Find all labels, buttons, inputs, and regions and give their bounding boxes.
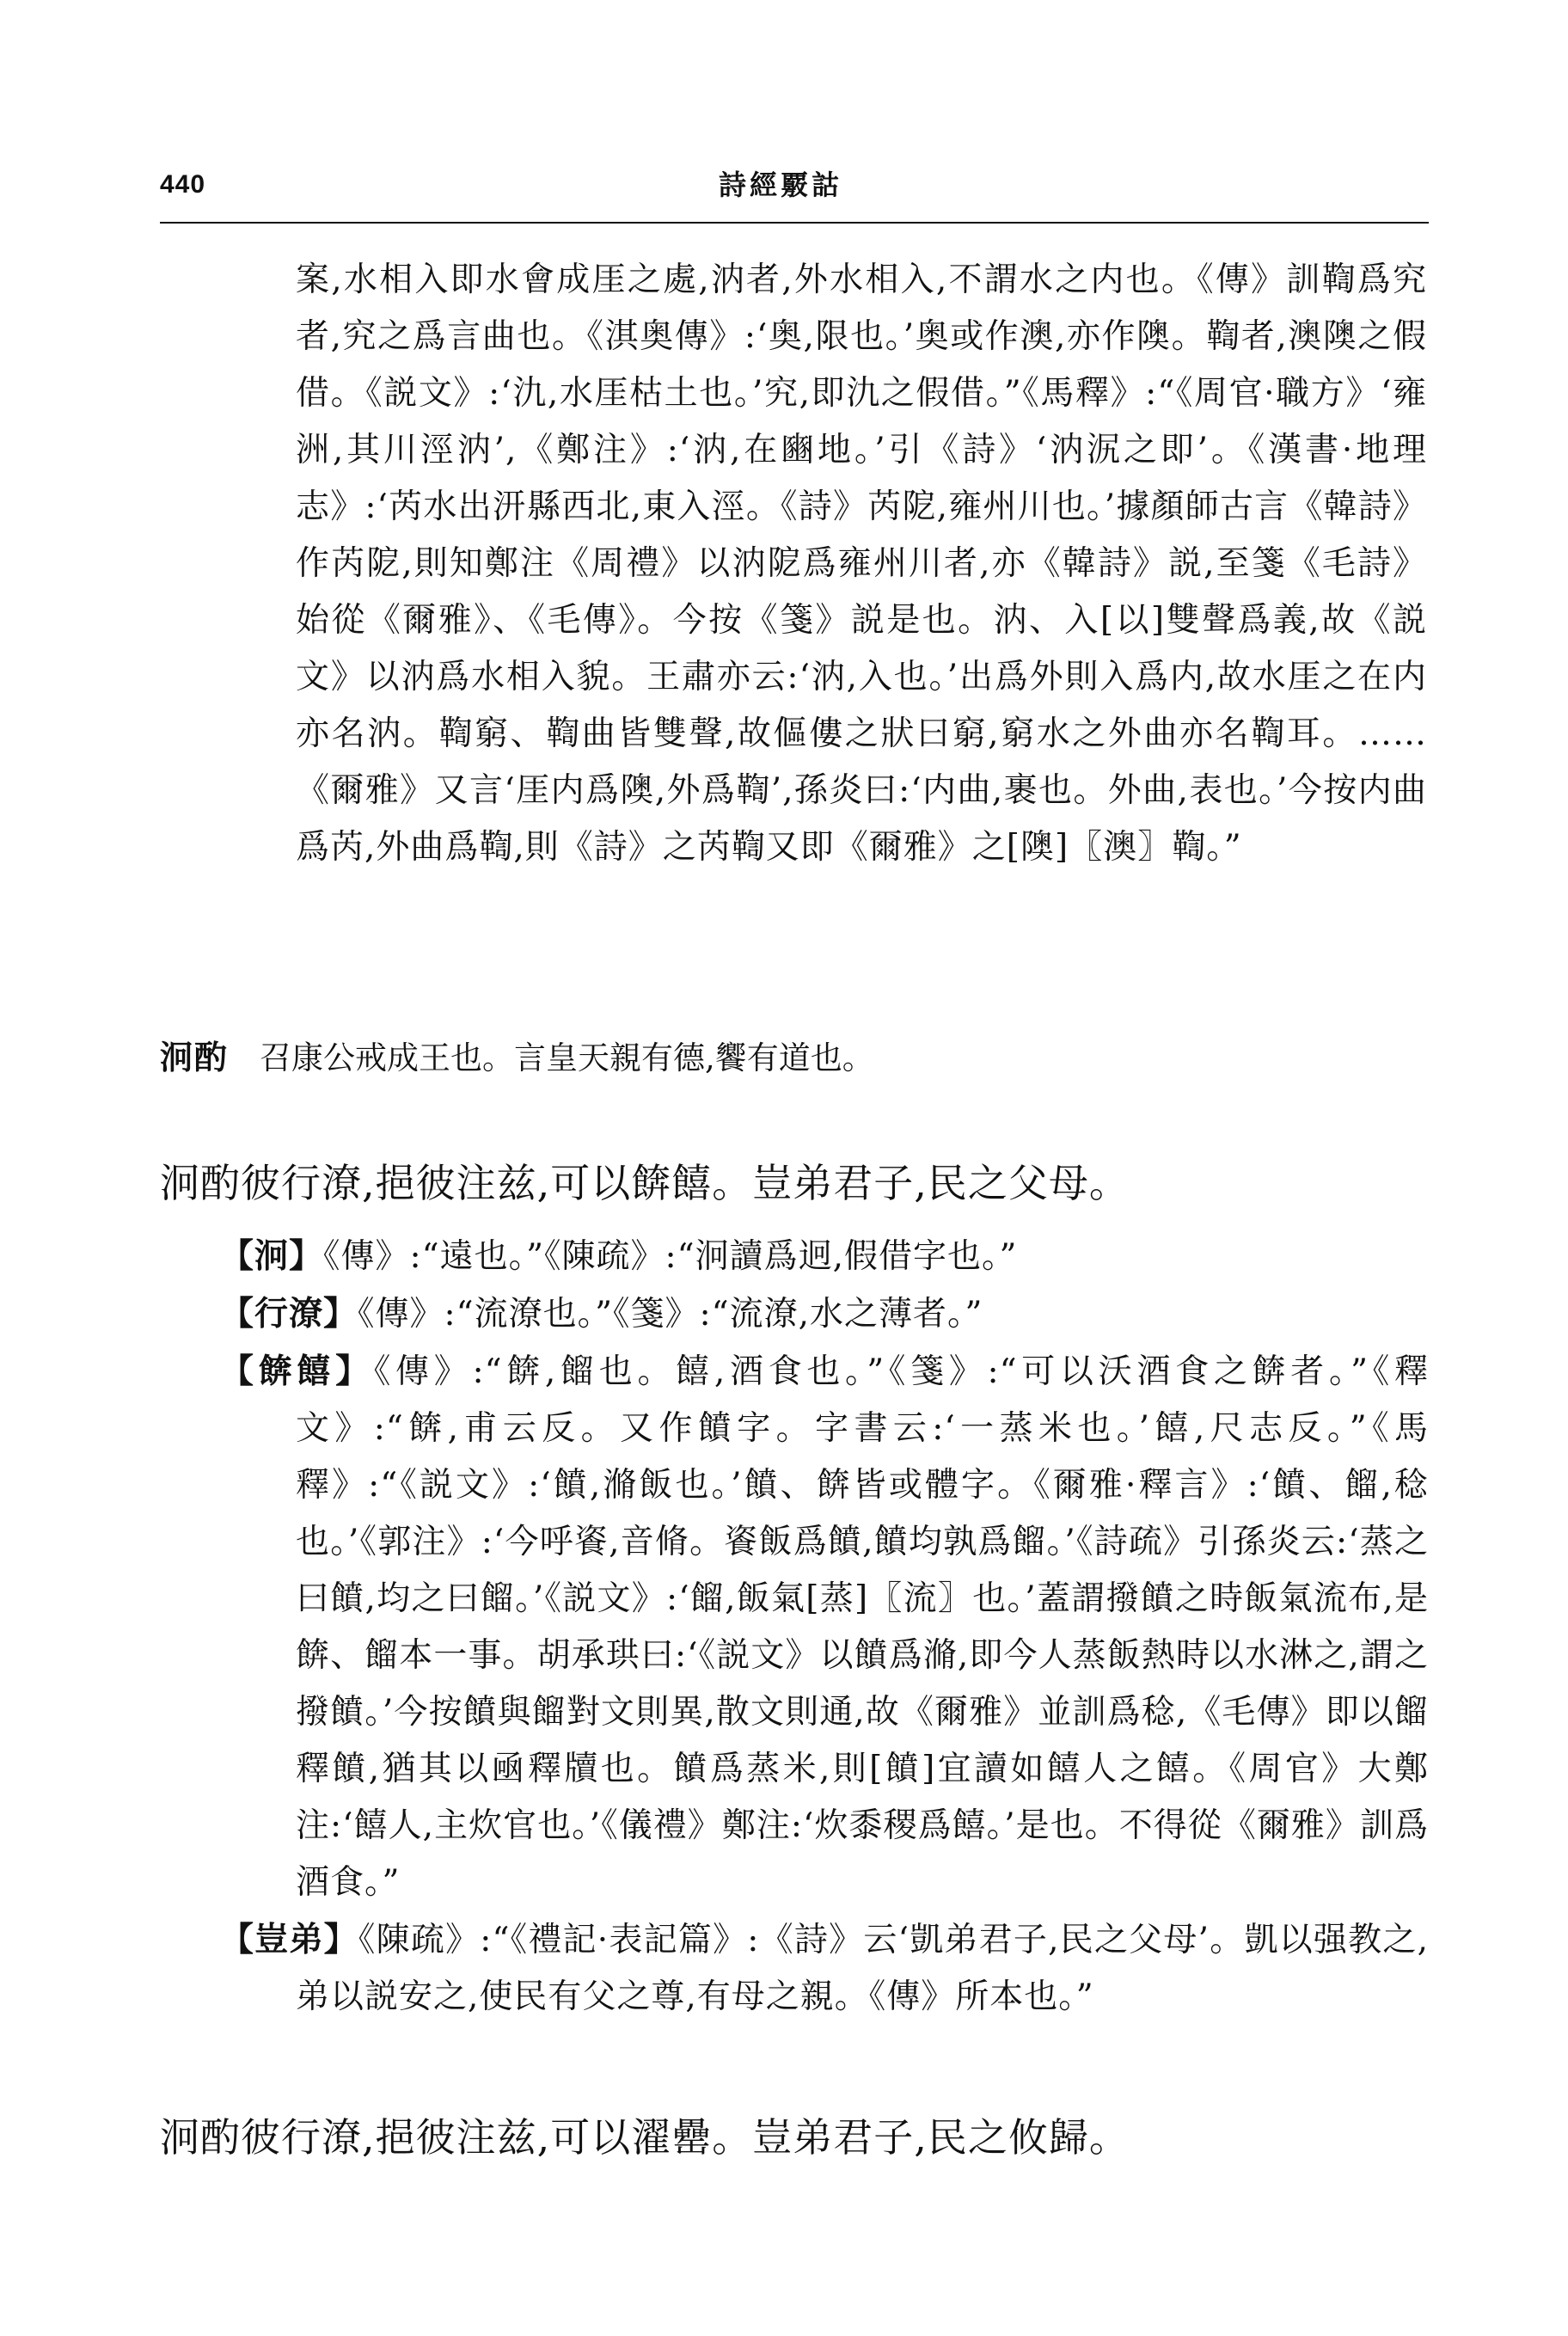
note-fenchi [220, 1343, 1429, 1911]
note-term: 【泂】 [220, 1236, 324, 1276]
header-rule [160, 222, 1429, 224]
stanza-2: 泂酌彼行潦,挹彼注兹,可以濯罍。豈弟君子,民之攸歸。 [160, 2114, 1130, 2161]
note-term: 【豈弟】 [220, 1920, 358, 1959]
poem-title: 泂酌 [160, 1039, 230, 1076]
poem-preface: 召康公戒成王也。言皇天親有德,饗有道也。 [260, 1039, 874, 1076]
poem-heading [160, 1032, 1429, 1084]
note-term: 【餴饎】 [220, 1352, 374, 1391]
running-title: 詩經覈詁 [719, 169, 843, 201]
note-kaiti [220, 1911, 1429, 2026]
note-text: 《陳疏》:“《禮記·表記篇》:《詩》云‘凱弟君子,民之父母’。凱以强教之,弟以説安之,使民有父之尊,有母之親。《傳》所本也。” [296, 1921, 1429, 2016]
note-jiong [220, 1228, 1429, 1285]
page-number: 440 [160, 170, 206, 199]
stanza-1-notes [220, 1228, 1429, 2026]
note-text: 《傳》:“流潦也。”《箋》:“流潦,水之薄者。” [358, 1295, 983, 1334]
note-text: 《傳》:“餴,餾也。饎,酒食也。”《箋》:“可以沃酒食之餴者。”《釋文》:“餴,甫云反。又作饙字。字書云:‘一蒸米也。’饎,尺志反。”《馬釋》:“《説文》:‘饙,滫飯也。’饙、餴皆或體字。《爾雅·釋言》:‘饙、餾,稔也。’《郭注》:‘今呼餈,音脩。餈飯爲饙,饙均孰爲餾。’《詩疏》引孫炎云:‘蒸之曰饙,均之曰餾。’《説文》:‘餾,飯氣[蒸]〖流〗也。’蓋謂撥饙之時飯氣流布,是餴、餾本一事。胡承珙曰:‘《説文》以饙爲滫,即今人蒸飯熱時以水淋之,謂之撥饙。’今按饙與餾對文則異,散文則通,故《爾雅》並訓爲稔,《毛傳》即以餾釋饙,猶其以凾釋牘也。饙爲蒸米,則[饙]宜讀如饎人之饎。《周官》大鄭注:‘饎人,主炊官也。’《儀禮》鄭注:‘炊黍稷爲饎。’是也。不得從《爾雅》訓爲酒食。” [296, 1352, 1429, 1902]
note-xinglao [220, 1285, 1429, 1343]
note-text: 《傳》:“遠也。”《陳疏》:“泂讀爲迥,假借字也。” [323, 1237, 1018, 1276]
continued-commentary: 案,水相入即水會成厓之處,汭者,外水相入,不謂水之内也。《傳》訓鞫爲究者,究之爲言曲也。《淇奥傳》:‘奥,限也。’奥或作澳,亦作隩。鞫者,澳隩之假借。《説文》:‘氿,水厓枯土也。’究,即氿之假借。”《馬釋》:“《周官·職方》‘雍洲,其川涇汭’,《鄭注》:‘汭,在豳地。’引《詩》‘汭泦之即’。《漢書·地理志》:‘芮水出汧縣西北,東入涇。《詩》芮阸,雍州川也。’據顏師古言《韓詩》作芮阸,則知鄭注《周禮》以汭阸爲雍州川者,亦《韓詩》説,至箋《毛詩》始從《爾雅》、《毛傳》。今按《箋》説是也。汭、入[以]雙聲爲義,故《説文》以汭爲水相入貌。王肅亦云:‘汭,入也。’出爲外則入爲内,故水厓之在内亦名汭。鞫窮、鞫曲皆雙聲,故傴僂之狀曰窮,窮水之外曲亦名鞫耳。……《爾雅》又言‘厓内爲隩,外爲鞫’,孫炎曰:‘内曲,裹也。外曲,表也。’今按内曲爲芮,外曲爲鞫,則《詩》之芮鞫又即《爾雅》之[隩]〖澳〗鞫。” [296, 261, 1427, 867]
stanza-1: 泂酌彼行潦,挹彼注兹,可以餴饎。豈弟君子,民之父母。 [160, 1160, 1130, 1206]
page-header [160, 163, 1432, 215]
note-term: 【行潦】 [220, 1294, 358, 1334]
